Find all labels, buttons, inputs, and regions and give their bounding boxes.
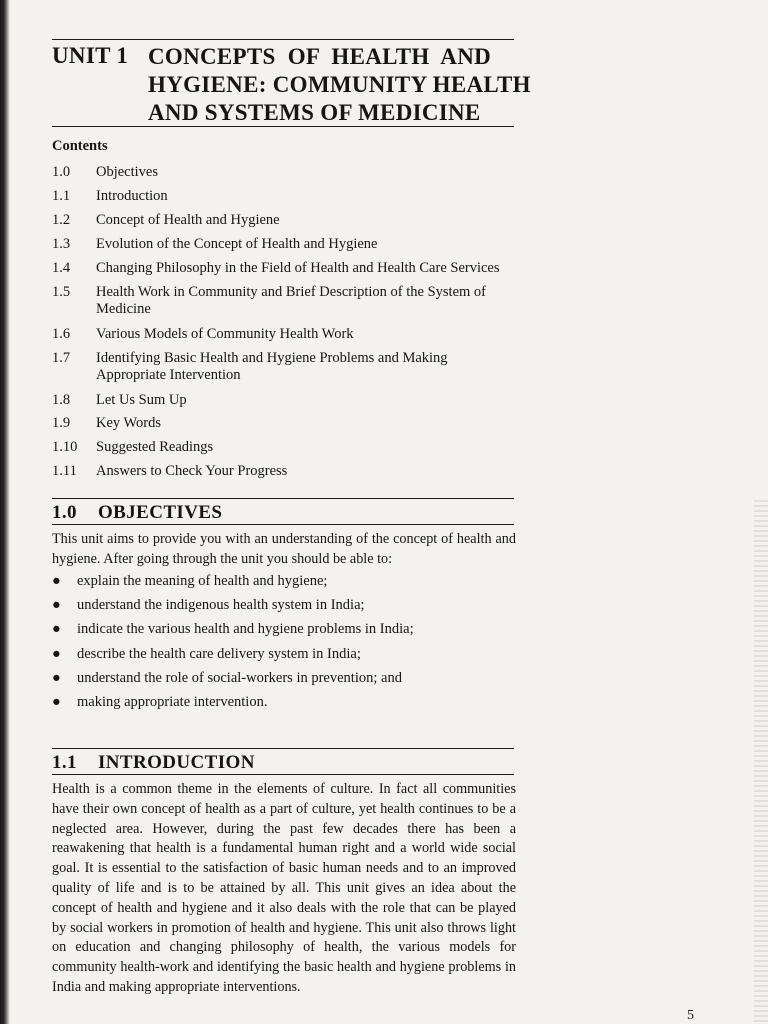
unit-title-line: HYGIENE: COMMUNITY HEALTH — [148, 72, 531, 97]
objective-text: describe the health care delivery system in India; — [77, 646, 361, 662]
page-edge-texture — [754, 500, 768, 1024]
contents-item-label: Health Work in Community and Brief Description of the System of Medicine — [96, 284, 487, 317]
contents-item-number: 1.3 — [52, 236, 71, 252]
introduction-heading-text: INTRODUCTION — [98, 752, 255, 773]
objective-text: explain the meaning of health and hygiene; — [77, 573, 328, 589]
objective-text: making appropriate intervention. — [77, 694, 268, 710]
bullet-icon: ● — [52, 573, 61, 589]
contents-item-number: 1.1 — [52, 188, 71, 204]
contents-item-label: Key Words — [96, 415, 162, 431]
bullet-icon: ● — [52, 621, 61, 637]
contents-item-label: Various Models of Community Health Work — [96, 326, 354, 342]
bullet-icon: ● — [52, 694, 61, 710]
contents-item-number: 1.4 — [52, 260, 71, 276]
unit-number: UNIT 1 — [52, 43, 129, 68]
objectives-heading — [52, 502, 222, 524]
objectives-bottom-rule — [52, 524, 514, 525]
contents-item-label: Introduction — [96, 188, 168, 204]
contents-item-label: Concept of Health and Hygiene — [96, 212, 280, 228]
objective-text: understand the role of social-workers in prevention; and — [77, 670, 402, 686]
contents-item-number: 1.11 — [52, 463, 77, 479]
contents-item-label: Changing Philosophy in the Field of Health and Health Care Services — [96, 260, 500, 276]
page-binding-shadow — [0, 0, 10, 1024]
objectives-heading-number: 1.0 — [52, 502, 77, 523]
bullet-icon: ● — [52, 597, 61, 613]
bullet-icon: ● — [52, 670, 61, 686]
contents-item-label: Evolution of the Concept of Health and Hygiene — [96, 236, 378, 252]
title-bottom-rule — [52, 126, 514, 127]
contents-item-number: 1.9 — [52, 415, 71, 431]
introduction-top-rule — [52, 748, 514, 749]
bullet-icon: ● — [52, 646, 61, 662]
objectives-heading-text: OBJECTIVES — [98, 502, 223, 523]
contents-item-number: 1.8 — [52, 392, 71, 408]
objectives-intro: This unit aims to provide you with an understanding of the concept of health and hygiene. After going through the unit you should be able to: — [52, 531, 516, 567]
objective-text: indicate the various health and hygiene problems in India; — [77, 621, 414, 637]
introduction-heading — [52, 752, 255, 774]
contents-item-number: 1.6 — [52, 326, 71, 342]
contents-item-label: Answers to Check Your Progress — [96, 463, 288, 479]
introduction-bottom-rule — [52, 774, 514, 775]
introduction-body: Health is a common theme in the elements of culture. In fact all communities have their own concept of health as a part of culture, yet health continues to be a neglected area. However, during the past few decades there has been a reawakening that health is a fundamental human right and a world wide social goal. It is essential to the satisfaction of basic human needs and to an improved quality of life and is to be attained by all. This unit gives an idea about the concept of health and hygiene and it also deals with the role that can be played by social workers in promotion of health and hygiene. This unit also throws light on education and changing philosophy of health, the various models for community health-work and identifying the basic health and hygiene problems in India and making appropriate interventions. — [52, 781, 516, 995]
contents-item-label: Let Us Sum Up — [96, 392, 187, 408]
page-number: 5 — [687, 1008, 694, 1023]
contents-item-label: Objectives — [96, 164, 159, 180]
unit-title — [148, 43, 531, 127]
contents-item-number: 1.10 — [52, 439, 78, 455]
objectives-top-rule — [52, 498, 514, 499]
title-top-rule — [52, 39, 514, 40]
contents-item-number: 1.5 — [52, 284, 71, 300]
unit-title-line: CONCEPTS OF HEALTH AND — [148, 44, 492, 69]
contents-item-number: 1.0 — [52, 164, 71, 180]
contents-item-number: 1.7 — [52, 350, 71, 366]
contents-item-number: 1.2 — [52, 212, 71, 228]
introduction-heading-number: 1.1 — [52, 752, 77, 773]
objective-text: understand the indigenous health system in India; — [77, 597, 365, 613]
unit-title-line: AND SYSTEMS OF MEDICINE — [148, 100, 481, 125]
contents-heading: Contents — [52, 138, 108, 154]
contents-item-label: Suggested Readings — [96, 439, 214, 455]
contents-item-label: Identifying Basic Health and Hygiene Problems and Making Appropriate Intervention — [96, 350, 448, 383]
